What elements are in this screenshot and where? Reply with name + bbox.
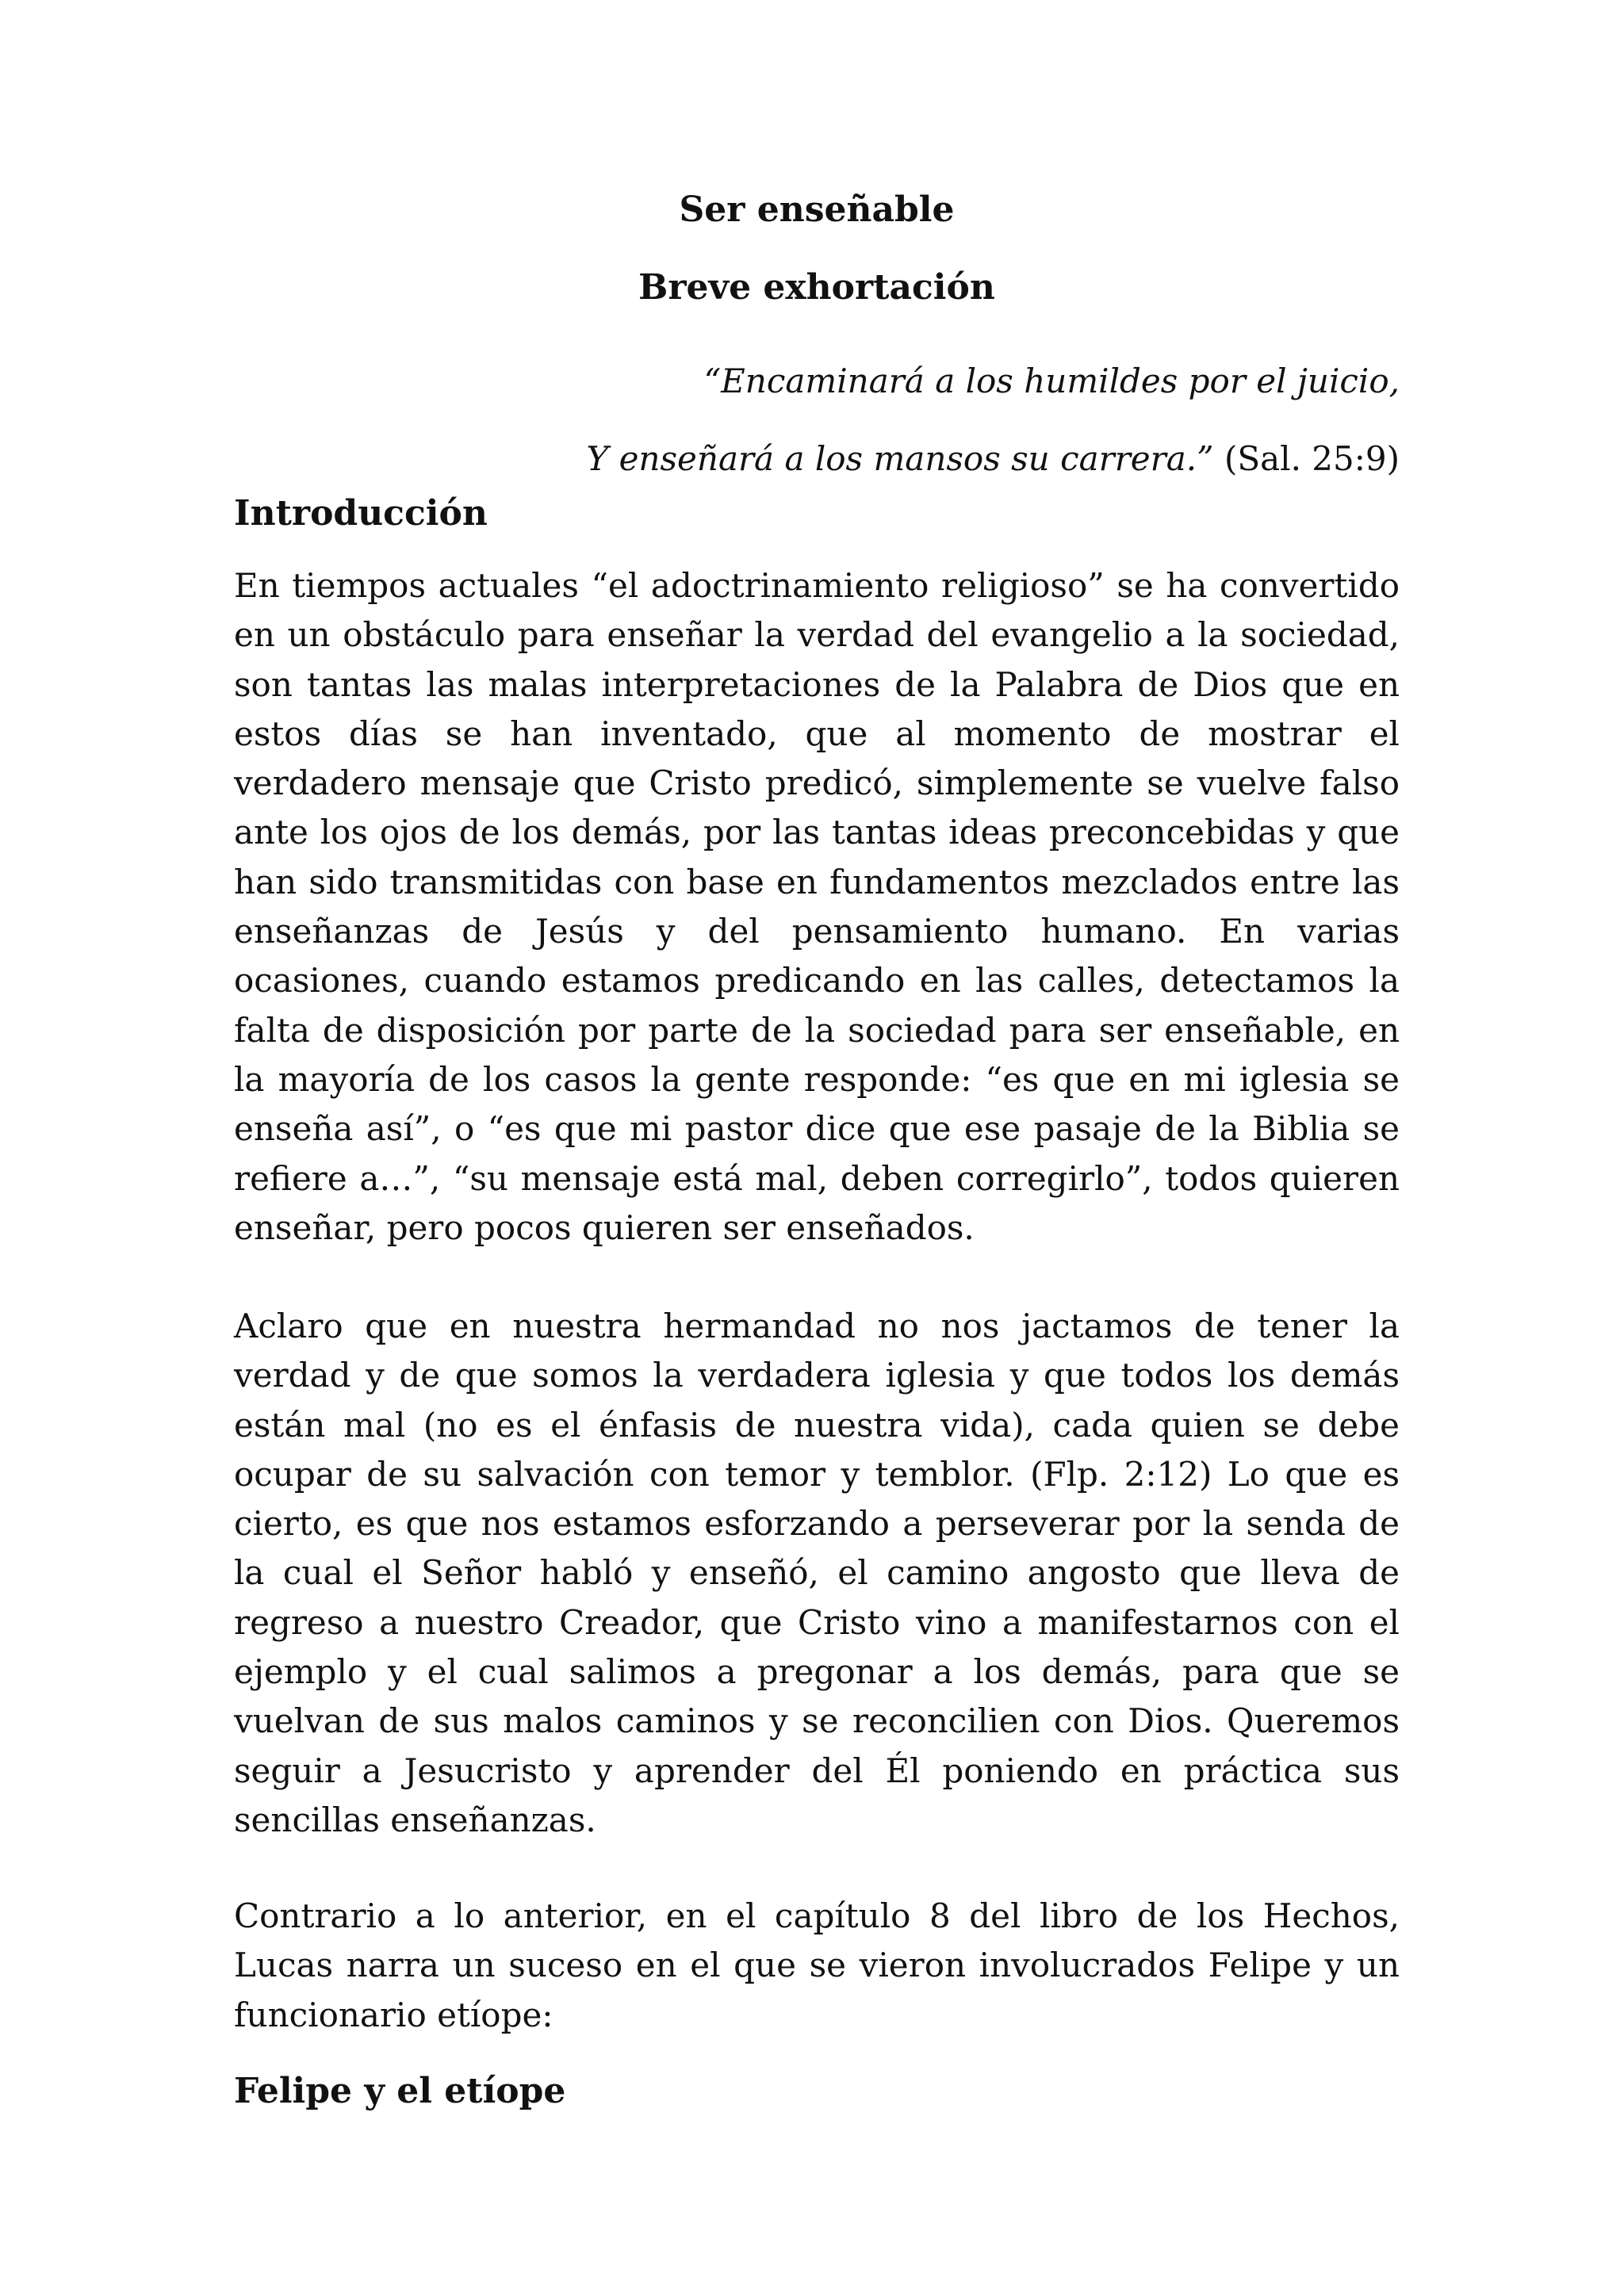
paragraph-intro-3: Contrario a lo anterior, en el capítulo 8 del libro de los Hechos, Lucas narra un suceso en el que se vieron involucrados Felipe y un funcionario etíope: bbox=[234, 1896, 1400, 2034]
document-page bbox=[234, 0, 1400, 2296]
section-heading-introduccion: Introducción bbox=[234, 493, 488, 534]
epigraph-line-1: “Encaminará a los humildes por el juicio, bbox=[703, 362, 1400, 400]
epigraph-verse-text: Y enseñará a los mansos su carrera.” bbox=[586, 439, 1214, 478]
epigraph bbox=[234, 342, 1400, 498]
epigraph-line-2 bbox=[234, 420, 1400, 498]
document-title: Ser enseñable bbox=[679, 189, 955, 230]
paragraph-intro-1: En tiempos actuales “el adoctrinamiento religioso” se ha convertido en un obstáculo para enseñar la verdad del evangelio a la sociedad, son tantas las malas interpretaciones de la Palabra de Dios que en estos días se han inventado, que al momento de mostrar el verdadero mensaje que Cristo predicó, simplemente se vuelve falso ante los ojos de los demás, por las tantas ideas preconcebidas y que han sido transmitidas con base en fundamentos mezclados entre las enseñanzas de Jesús y del pensamiento humano. En varias ocasiones, cuando estamos predicando en las calles, detectamos la falta de disposición por parte de la sociedad para ser enseñable, en la mayoría de los casos la gente responde: “es que en mi iglesia se enseña así”, o “es que mi pastor dice que ese pasaje de la Biblia se refiere a…”, “su mensaje está mal, deben corregirlo”, todos quieren enseñar, pero pocos quieren ser enseñados. bbox=[234, 566, 1400, 1247]
paragraph-intro-2: Aclaro que en nuestra hermandad no nos jactamos de tener la verdad y de que somos la verdadera iglesia y que todos los demás están mal (no es el énfasis de nuestra vida), cada quien se debe ocupar de su salvación con temor y temblor. (Flp. 2:12) Lo que es cierto, es que nos estamos esforzando a perseverar por la senda de la cual el Señor habló y enseñó, el camino angosto que lleva de regreso a nuestro Creador, que Cristo vino a manifestarnos con el ejemplo y el cual salimos a pregonar a los demás, para que se vuelvan de sus malos caminos y se reconcilien con Dios. Queremos seguir a Jesucristo y aprender del Él poniendo en práctica sus sencillas enseñanzas. bbox=[234, 1307, 1400, 1839]
epigraph-reference: (Sal. 25:9) bbox=[1224, 439, 1400, 478]
section-heading-felipe-etiope: Felipe y el etíope bbox=[234, 2071, 566, 2111]
document-subtitle: Breve exhortación bbox=[638, 267, 995, 308]
